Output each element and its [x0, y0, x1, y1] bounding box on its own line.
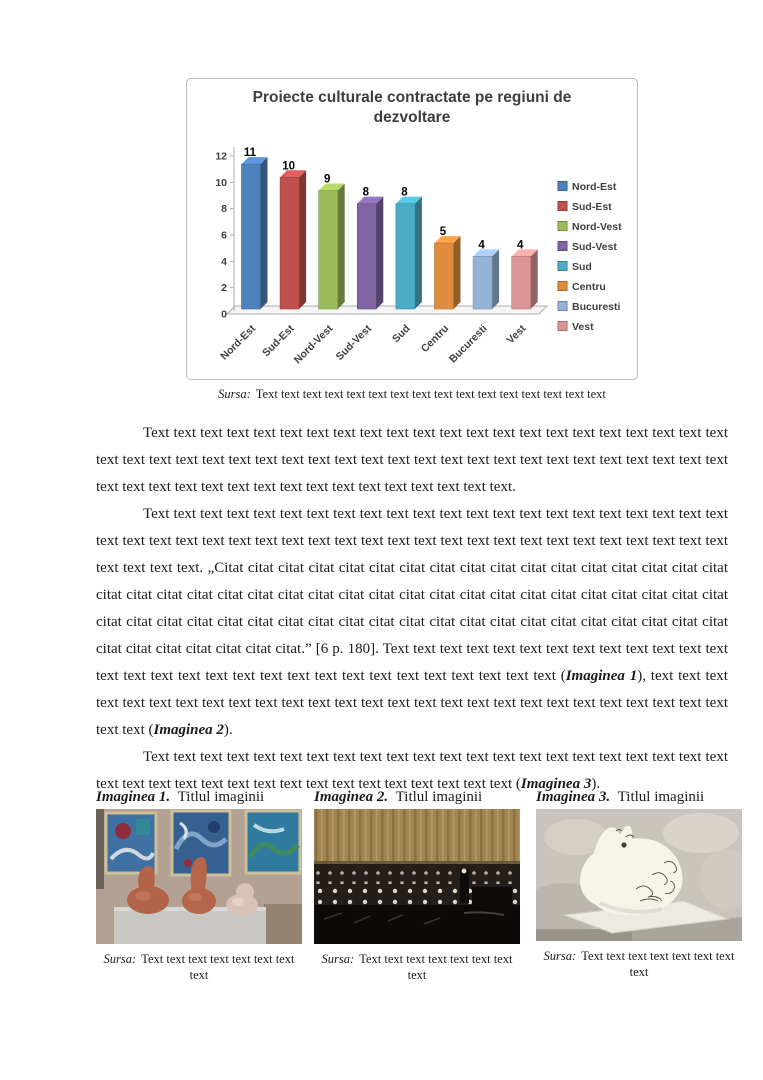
figure-3-label: Imaginea 3. — [536, 789, 611, 805]
bar-value-label: 5 — [439, 226, 447, 239]
bar-Bucuresti — [473, 256, 492, 309]
painting-right — [246, 811, 300, 873]
chart-title — [187, 88, 637, 128]
legend-swatch — [558, 242, 567, 251]
source-label: Sursa: — [218, 387, 251, 401]
source-text: Text text text text text text text text text text text text text text text text — [255, 387, 606, 401]
chart-title-line2: dezvoltare — [373, 109, 451, 126]
bar-Centru — [435, 243, 454, 309]
figure-1-title: Titlul imaginii — [177, 789, 265, 805]
legend-swatch — [558, 282, 567, 291]
figure-3 — [536, 789, 742, 980]
body-text — [96, 420, 728, 798]
imaginea-3-reference: Imaginea 3 — [520, 776, 592, 792]
chart-source-caption — [96, 386, 728, 402]
bar-value-label: 8 — [362, 186, 370, 199]
x-axis-label: Nord-Est — [218, 322, 259, 363]
legend-swatch — [558, 262, 567, 271]
figure-3-caption — [536, 948, 742, 980]
figures-row — [96, 789, 744, 989]
painting-left — [106, 813, 156, 873]
imaginea-1-reference: Imaginea 1 — [565, 668, 638, 684]
figure-1-caption — [96, 951, 302, 983]
bar-value-label: 4 — [478, 239, 485, 252]
paragraph-2-text-a: Text text text text text text text text text text text text text text text text text text text text text text text text text text text text text text text text text text text text text text text text text text text text text text text text text text. „Citat citat citat citat citat citat citat citat citat citat citat citat citat citat citat citat citat citat citat citat citat citat citat citat citat citat citat citat citat citat citat citat citat citat citat citat citat citat citat citat citat citat citat citat citat citat citat citat citat citat citat citat citat citat citat citat citat citat citat citat citat citat citat citat citat citat.” [6 p. 180]. Text text text text text text text text text text text text text text text text text text text text text text text text text text text text text text ( — [96, 506, 728, 684]
legend-swatch — [558, 182, 567, 191]
y-tick-label: 10 — [215, 176, 227, 189]
bar-value-label: 4 — [516, 239, 524, 252]
figure-2-label: Imaginea 2. — [314, 789, 389, 805]
figure-2-title: Titlul imaginii — [395, 789, 483, 805]
paragraph-1-text: Text text text text text text text text text text text text text text text text text text text text text text text text text text text text text text text text text text text text text text text text text text text text text text text text text text text text text text text text text text text text text text. — [96, 425, 728, 495]
bar-value-label: 8 — [401, 186, 408, 199]
y-tick-label: 8 — [221, 203, 227, 216]
x-axis-label: Vest — [504, 322, 529, 347]
legend-label: Sud — [572, 261, 592, 273]
legend-label: Bucuresti — [572, 301, 621, 313]
legend-swatch — [558, 222, 567, 231]
figure-3-source-label: Sursa: — [543, 949, 577, 963]
bar-side — [299, 170, 306, 309]
bar-side — [415, 197, 422, 309]
figure-3-header — [536, 789, 742, 806]
y-tick-label: 12 — [215, 150, 227, 163]
bar-Sud — [396, 204, 415, 309]
paragraph-2 — [96, 501, 728, 744]
figure-2-header — [314, 789, 520, 806]
bar-side — [376, 197, 383, 309]
paragraph-2-text-c: ). — [223, 722, 233, 738]
figure-1-source-label: Sursa: — [103, 952, 137, 966]
legend-swatch — [558, 322, 567, 331]
bar-side — [338, 183, 345, 309]
bar-Sud-Est — [280, 177, 299, 309]
sculpture-hole — [621, 842, 626, 847]
conductor — [460, 869, 469, 903]
chart-floor — [227, 306, 547, 314]
paragraph-3-text-b: ). — [591, 776, 601, 792]
y-tick-label: 2 — [221, 282, 227, 295]
figure-3-title: Titlul imaginii — [617, 789, 705, 805]
figure-3-source-text: Text text text text text text text text — [581, 949, 735, 979]
bar-side — [261, 157, 268, 309]
legend-label: Nord-Est — [572, 181, 617, 193]
figure-1-label: Imaginea 1. — [96, 789, 171, 805]
chart-title-line1: Proiecte culturale contractate pe regiuni de — [252, 89, 572, 106]
legend-label: Sud-Vest — [572, 241, 617, 253]
x-axis-label: Sud-Est — [260, 322, 297, 360]
bar-side — [531, 249, 538, 309]
figure-2-caption — [314, 951, 520, 983]
bar-side — [492, 249, 499, 309]
figure-1-header — [96, 789, 302, 806]
y-tick-label: 0 — [221, 308, 227, 321]
bar-Nord-Est — [242, 164, 261, 309]
x-axis-label: Sud — [390, 322, 413, 346]
paragraph-3-text-a: Text text text text text text text text text text text text text text text text text text text text text text text text text text text text text text text text text text text text text text ( — [96, 749, 728, 792]
legend-label: Nord-Vest — [572, 221, 622, 233]
x-axis-label: Sud-Vest — [333, 322, 374, 363]
bar-Sud-Vest — [357, 204, 376, 309]
figure-1-image — [96, 809, 302, 944]
figure-2-source-label: Sursa: — [321, 952, 355, 966]
imaginea-2-reference: Imaginea 2 — [153, 722, 224, 738]
bar-side — [454, 236, 461, 309]
bar-value-label: 10 — [282, 160, 295, 173]
legend-label: Vest — [572, 321, 594, 333]
bar-value-label: 11 — [243, 147, 257, 160]
wood-wall — [314, 809, 520, 865]
figure-3-image — [536, 809, 742, 941]
bar-Vest — [512, 256, 531, 309]
figure-2-image — [314, 809, 520, 944]
y-tick-label: 6 — [221, 229, 227, 242]
figure-1-source-text: Text text text text text text text text — [141, 952, 295, 982]
paragraph-1 — [96, 420, 728, 501]
x-axis-label: Bucuresti — [446, 322, 490, 366]
figure-2 — [314, 789, 520, 983]
figure-2-source-text: Text text text text text text text text — [359, 952, 513, 982]
y-tick-label: 4 — [221, 255, 227, 268]
bar-value-label: 9 — [323, 173, 331, 186]
legend-label: Sud-Est — [572, 201, 612, 213]
paragraph-2-text-b: ), text text text text text text text text text text text text text text text text text text text text text text text text text text text text text ( — [96, 668, 728, 738]
legend-label: Centru — [572, 281, 606, 293]
legend-swatch — [558, 302, 567, 311]
bar-Nord-Vest — [319, 190, 338, 309]
x-axis-label: Centru — [418, 322, 452, 356]
figure-1 — [96, 789, 302, 983]
chart-panel — [186, 78, 638, 380]
legend-swatch — [558, 202, 567, 211]
x-axis-label: Nord-Vest — [291, 322, 336, 367]
